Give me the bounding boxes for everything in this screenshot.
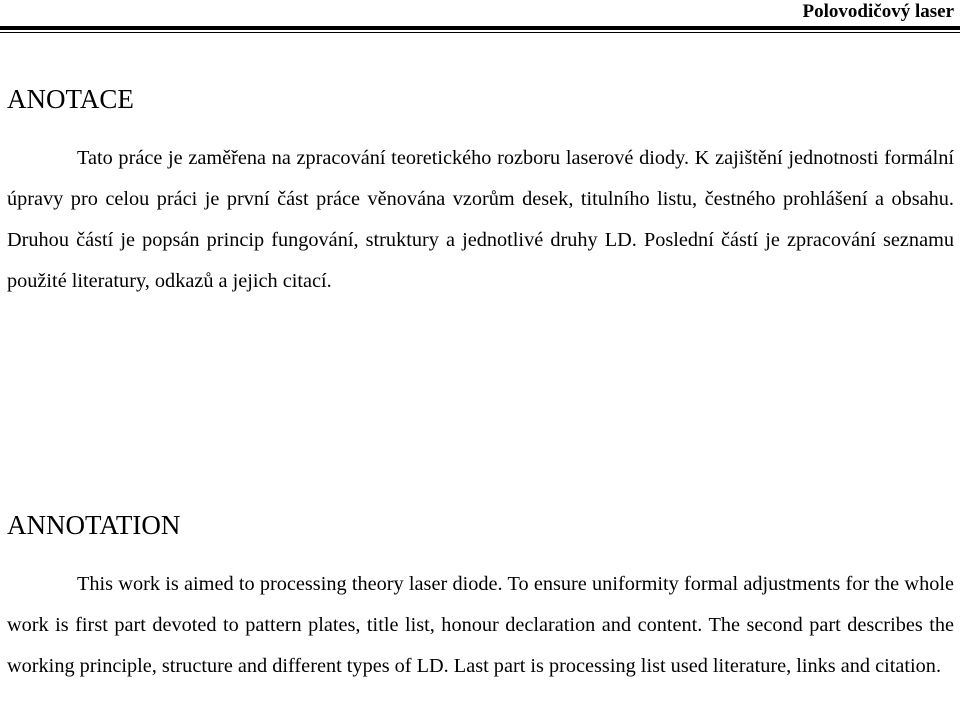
section-heading-annotation: ANNOTATION [7, 510, 181, 540]
running-header-title: Polovodičový laser [802, 1, 954, 22]
section-heading-anotace: ANOTACE [7, 84, 134, 114]
header-rule [0, 26, 960, 30]
paragraph-anotace: Tato práce je zaměřena na zpracování teoretického rozboru laserové diody. K zajištění jednotnosti formální úpravy pro celou práci je první část práce věnována vzorům desek, titulního listu, čestného prohlášení a obsahu. Druhou částí je popsán princip fungování, struktury a jednotlivé druhy LD. Poslední částí je zpracování seznamu použité literatury, odkazů a jejich citací. [7, 147, 954, 292]
paragraph-annotation: This work is aimed to processing theory laser diode. To ensure uniformity formal adjustments for the whole work is first part devoted to pattern plates, title list, honour declaration and content. The second part describes the working principle, structure and different types of LD. Last part is processing list used literature, links and citation. [7, 573, 954, 677]
header-rule-thin [0, 32, 960, 33]
